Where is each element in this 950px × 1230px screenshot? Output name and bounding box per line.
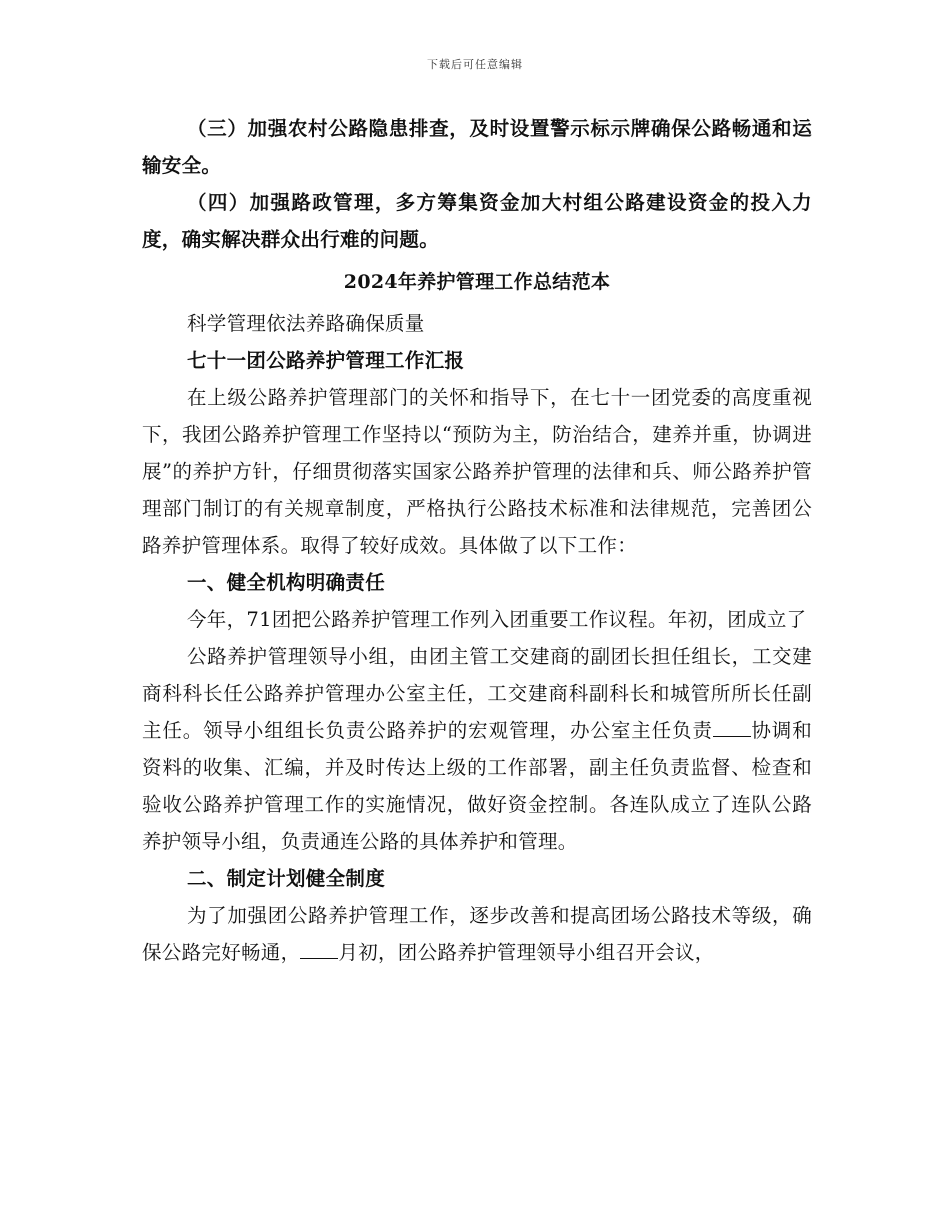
section-1-paragraph-2 [142,638,812,860]
section-2-paragraph-1 [142,897,812,971]
section-heading-2: 二、制定计划健全制度 [187,867,386,890]
section-1-text-b: 协调和资料的收集、汇编，并及时传达上级的工作部署，副主任负责监督、检查和验收公路养护管理工作的实施情况，做好资金控制。各连队成立了连队公路养护领导小组，负责通连公路的具体养护和管理。 [142,719,812,853]
paragraph-item-3: （三）加强农村公路隐患排查，及时设置警示标示牌确保公路畅通和运输安全。 [142,117,812,177]
paragraph-item-4: （四）加强路政管理，多方筹集资金加大村组公路建设资金的投入力度，确实解决群众出行难的问题。 [142,191,812,251]
page-header: 下载后可任意编辑 [427,58,523,71]
document-subtitle: 科学管理依法养路确保质量 [187,312,425,335]
section-1-paragraph-1: 今年，71团把公路养护管理工作列入团重要工作议程。年初，团成立了 [187,608,807,631]
blank-underline [713,718,751,737]
section-2-text-b: 月初，团公路养护管理领导小组召开会议， [338,941,715,964]
document-body [142,110,812,971]
blank-underline [300,940,338,959]
report-title: 七十一团公路养护管理工作汇报 [187,349,465,372]
intro-paragraph: 在上级公路养护管理部门的关怀和指导下，在七十一团党委的高度重视下，我团公路养护管理工作坚持以“预防为主，防治结合，建养并重，协调进展”的养护方针，仔细贯彻落实国家公路养护管理的法律和兵、师公路养护管理部门制订的有关规章制度，严格执行公路技术标准和法律规范，完善团公路养护管理体系。取得了较好成效。具体做了以下工作： [142,386,812,557]
section-heading-1: 一、健全机构明确责任 [187,571,386,594]
section-1-text-a: 公路养护管理领导小组，由团主管工交建商的副团长担任组长，工交建商科科长任公路养护管理办公室主任，工交建商科副科长和城管所所长任副主任。领导小组组长负责公路养护的宏观管理，办公室主任负责 [142,645,812,742]
section-2-text-a: 为了加强团公路养护管理工作，逐步改善和提高团场公路技术等级，确保公路完好畅通， [142,904,812,964]
document-title: 2024年养护管理工作总结范本 [343,271,611,293]
